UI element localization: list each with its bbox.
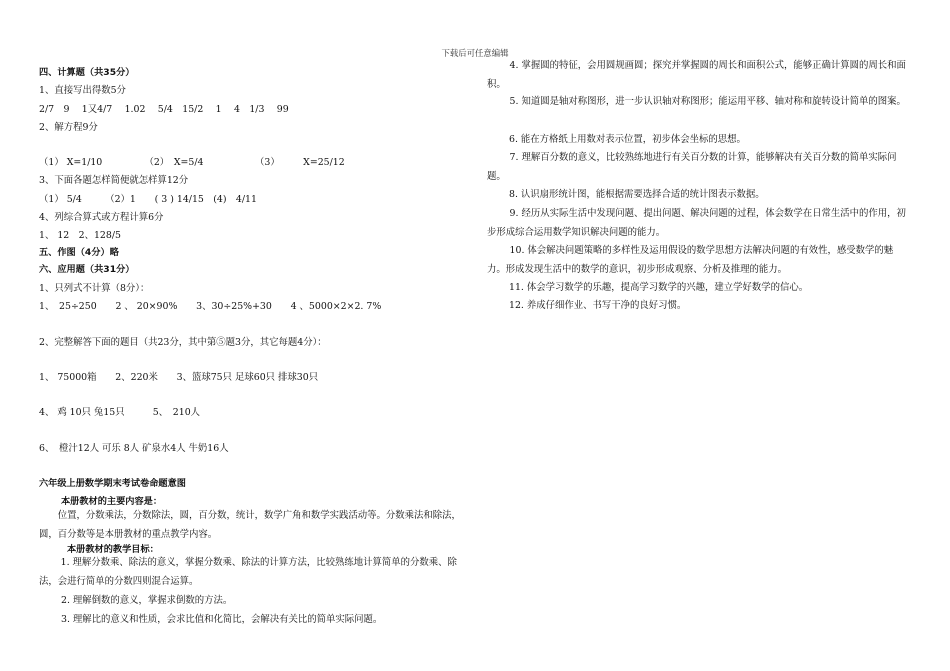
question-2: 2、解方程9分 [39, 122, 98, 133]
page-header: 下载后可任意编辑 [441, 48, 509, 58]
goal-item-2: 2. 理解倒数的意义，掌握求倒数的方法。 [61, 595, 233, 606]
main-content-paragraph: 位置，分数乘法，分数除法，圆，百分数，统计，数学广角和数学实践活动等。分数乘法和除法，圆，百分数等是本册教材的重点教学内容。 [39, 510, 461, 540]
application-answer-row-3: 6、 橙汁12人 可乐 8人 矿泉水4人 牛奶16人 [39, 443, 229, 454]
application-question-2: 2、完整解答下面的题目（共23分，其中第⑤题3分，其它每题4分）： [39, 337, 327, 348]
goal-item-9: 9. 经历从实际生活中发现问题、提出问题、解决问题的过程，体会数学在日常生活中的作用，初步形成综合运用数学知识解决问题的能力。 [487, 208, 906, 238]
section-heading-calculation: 四、计算题（共35分） [39, 67, 135, 78]
goal-item-10: 10. 体会解决问题策略的多样性及运用假设的数学思想方法解决问题的有效性，感受数学的魅力。形成发现生活中的数学的意识，初步形成观察、分析及推理的能力。 [487, 245, 894, 275]
application-answer-row-2: 4、 鸡 10只 兔15只 5、 210人 [39, 407, 201, 418]
goal-item-7: 7. 理解百分数的意义，比较熟练地进行有关百分数的计算，能够解决有关百分数的简单实际问题。 [487, 152, 897, 182]
application-answer-1: 1、 25÷250 2 、 20×90% 3、30÷25%+30 4 、5000×2×2. 7% [39, 301, 382, 312]
goal-item-11: 11. 体会学习数学的乐趣，提高学习数学的兴趣，建立学好数学的信心。 [509, 282, 809, 293]
question-3: 3、下面各题怎样简便就怎样算12分 [39, 175, 189, 186]
goal-item-4: 4. 掌握圆的特征，会用圆规画圆；探究并掌握圆的周长和面积公式，能够正确计算圆的周长和面积。 [487, 60, 906, 90]
goal-item-12: 12. 养成仔细作业、书写干净的良好习惯。 [509, 300, 687, 311]
goal-item-1: 1. 理解分数乘、除法的意义，掌握分数乘、除法的计算方法，比较熟练地计算简单的分数乘、除法，会进行简单的分数四则混合运算。 [39, 557, 457, 587]
main-content-title: 本册教材的主要内容是： [61, 496, 163, 507]
goal-item-6: 6. 能在方格纸上用数对表示位置，初步体会坐标的思想。 [509, 134, 746, 145]
section-heading-application: 六、应用题（共31分） [39, 264, 135, 275]
answer-4: 1、 12 2、128/5 [39, 230, 121, 241]
goal-item-8: 8. 认识扇形统计图，能根据需要选择合适的统计图表示数据。 [509, 189, 765, 200]
answer-1: 2/7 9 1又4/7 1.02 5/4 15/2 1 4 1/3 99 [39, 104, 289, 115]
teaching-goals-title: 本册教材的教学目标： [67, 544, 159, 555]
question-1: 1、直接写出得数5分 [39, 85, 126, 96]
section-heading-drawing: 五、作图（4分）略 [39, 247, 119, 258]
question-4: 4、列综合算式或方程计算6分 [39, 212, 164, 223]
answer-2: （1） X=1/10 （2） X=5/4 （3） X=25/12 [39, 157, 345, 168]
answer-3: （1） 5/4 （2）1 ( 3 ) 14/15 (4) 4/11 [39, 194, 257, 205]
application-answer-row-1: 1、 75000箱 2、220米 3、篮球75只 足球60只 排球30只 [39, 372, 319, 383]
goal-item-5: 5. 知道圆是轴对称图形，进一步认识轴对称图形；能运用平移、轴对称和旋转设计简单的图案。 [509, 96, 906, 107]
intent-title: 六年级上册数学期末考试卷命题意图 [39, 478, 186, 489]
application-question-1: 1、只列式不计算（8分）： [39, 283, 150, 294]
goal-item-3: 3. 理解比的意义和性质，会求比值和化简比，会解决有关比的简单实际问题。 [61, 614, 383, 625]
